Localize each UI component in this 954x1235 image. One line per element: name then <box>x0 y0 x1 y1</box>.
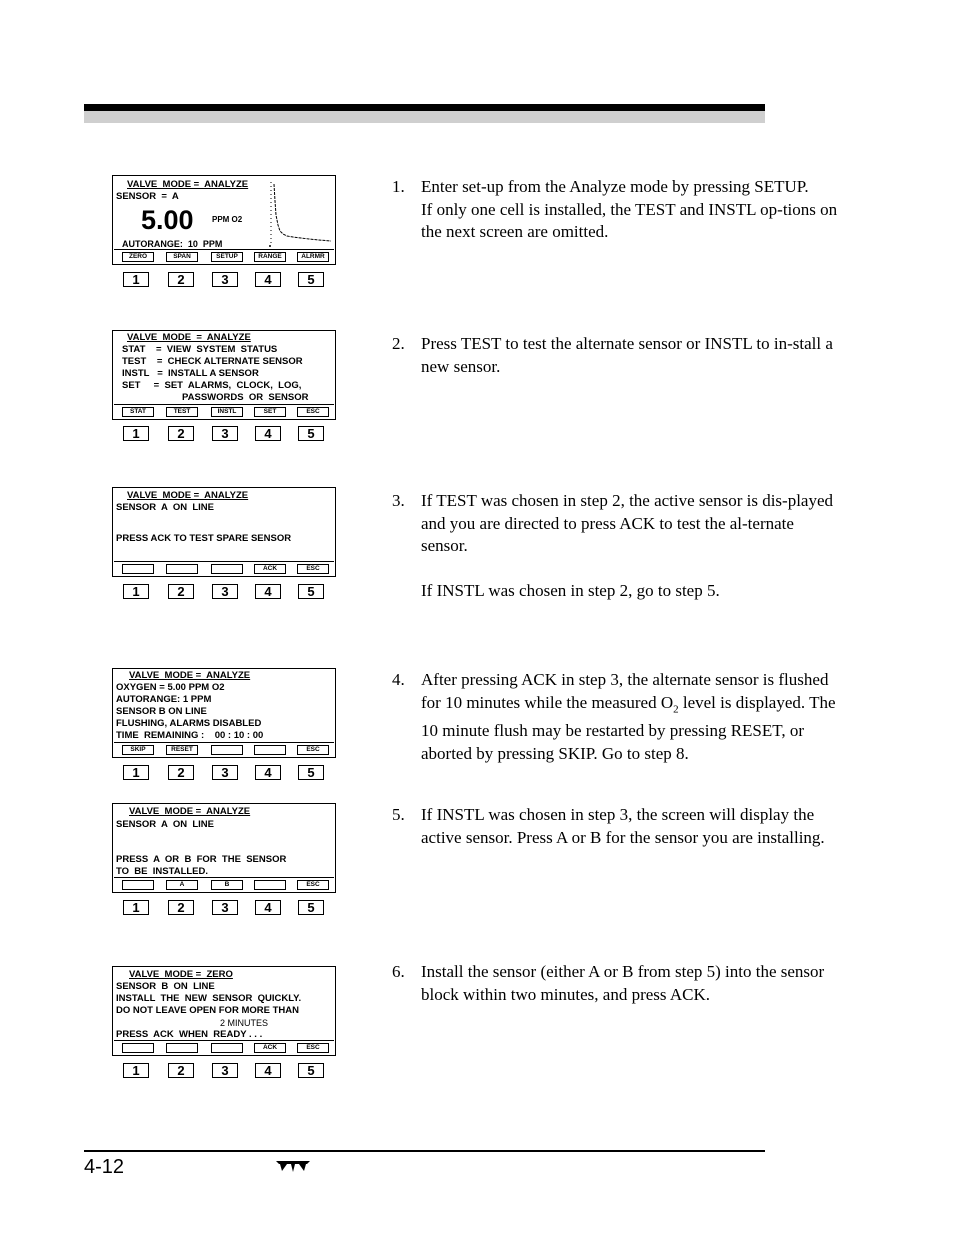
softkey-blank[interactable] <box>166 564 198 574</box>
company-logo-icon <box>276 1159 310 1173</box>
lcd-line: VALVE MODE = ZERO <box>129 969 233 980</box>
keypad <box>112 765 336 783</box>
step-1 <box>392 176 842 244</box>
keypad-key-3[interactable]: 3 <box>212 272 238 287</box>
step-6 <box>392 961 842 1006</box>
keypad-key-5[interactable]: 5 <box>298 272 324 287</box>
softkey-a[interactable]: A <box>166 880 198 890</box>
keypad-key-1[interactable]: 1 <box>123 584 149 599</box>
autorange-text: AUTORANGE: 10 PPM <box>122 239 223 249</box>
keypad-key-1[interactable]: 1 <box>123 1063 149 1078</box>
softkey-range[interactable]: RANGE <box>254 252 286 262</box>
page-number: 4-12 <box>84 1156 125 1178</box>
keypad-key-1[interactable]: 1 <box>123 900 149 915</box>
softkey-blank[interactable] <box>254 745 286 755</box>
softkey-blank[interactable] <box>166 1043 198 1053</box>
lcd-screen-zero-install <box>112 966 336 1056</box>
lcd-line: PASSWORDS OR SENSOR <box>182 392 309 403</box>
step-number: 5. <box>392 805 405 824</box>
keypad-key-4[interactable]: 4 <box>255 426 281 441</box>
softkey-ack[interactable]: ACK <box>254 1043 286 1053</box>
lcd-line: AUTORANGE: 1 PPM <box>116 694 212 705</box>
keypad-key-4[interactable]: 4 <box>255 272 281 287</box>
lcd-line: VALVE MODE = ANALYZE <box>127 332 251 343</box>
keypad-key-3[interactable]: 3 <box>212 426 238 441</box>
step-2 <box>392 333 842 378</box>
softkey-blank[interactable] <box>122 564 154 574</box>
lcd-line: PRESS A OR B FOR THE SENSOR <box>116 854 287 865</box>
step-text: Press TEST to test the alternate sensor or INSTL to in-stall a new sensor. <box>421 334 833 376</box>
softkey-blank[interactable] <box>122 1043 154 1053</box>
lcd-line: SENSOR B ON LINE <box>116 981 215 992</box>
reading-value: 5.00 <box>141 205 194 235</box>
softkey-span[interactable]: SPAN <box>166 252 198 262</box>
softkey-esc[interactable]: ESC <box>297 1043 329 1053</box>
keypad-key-4[interactable]: 4 <box>255 765 281 780</box>
lcd-line: FLUSHING, ALARMS DISABLED <box>116 718 262 729</box>
keypad-key-4[interactable]: 4 <box>255 1063 281 1078</box>
softkey-setup[interactable]: SETUP <box>211 252 243 262</box>
keypad-key-2[interactable]: 2 <box>168 584 194 599</box>
lcd-line: SENSOR A ON LINE <box>116 502 215 513</box>
lcd-line: PRESS ACK TO TEST SPARE SENSOR <box>116 533 292 544</box>
step-4 <box>392 669 842 765</box>
softkey-set[interactable]: SET <box>254 407 286 417</box>
step-text: If INSTL was chosen in step 2, go to step 5. <box>421 581 720 600</box>
softkey-row <box>114 561 334 575</box>
softkey-row <box>114 1040 334 1054</box>
step-5 <box>392 804 842 849</box>
keypad-key-3[interactable]: 3 <box>212 1063 238 1078</box>
footer-rule <box>84 1150 765 1152</box>
softkey-esc[interactable]: ESC <box>297 745 329 755</box>
lcd-line: INSTALL THE NEW SENSOR QUICKLY. <box>116 993 302 1004</box>
lcd-screen-install-select <box>112 803 336 893</box>
lcd-line: TIME REMAINING : 00 : 10 : 00 <box>116 730 264 741</box>
step-number: 3. <box>392 491 405 510</box>
softkey-alrmr[interactable]: ALRMR <box>297 252 329 262</box>
keypad-key-4[interactable]: 4 <box>255 584 281 599</box>
lcd-line: VALVE MODE = ANALYZE <box>127 179 249 190</box>
softkey-row <box>114 742 334 756</box>
step-text: If only one cell is installed, the TEST and INSTL op-tions on the next screen are omitted. <box>421 199 838 241</box>
step-text: Install the sensor (either A or B from step 5) into the sensor block within two minutes, and press ACK. <box>421 962 825 1004</box>
keypad-key-1[interactable]: 1 <box>123 426 149 441</box>
step-text: Enter set-up from the Analyze mode by pressing SETUP. <box>421 177 809 196</box>
lcd-line: STAT = VIEW SYSTEM STATUS <box>122 344 278 355</box>
keypad <box>112 584 336 602</box>
softkey-instl[interactable]: INSTL <box>211 407 243 417</box>
keypad-key-3[interactable]: 3 <box>212 900 238 915</box>
header-shade-bar <box>84 111 765 123</box>
lcd-screen-setup-menu <box>112 330 336 420</box>
step-text: If TEST was chosen in step 2, the active sensor is dis-played and you are directed to press ACK to test the al-ternate sensor. <box>421 491 834 555</box>
lcd-line: 2 MINUTES <box>220 1018 269 1028</box>
lcd-line: PRESS ACK WHEN READY . . . <box>116 1029 263 1040</box>
softkey-blank[interactable] <box>211 564 243 574</box>
header-rule <box>84 104 765 111</box>
step-number: 2. <box>392 334 405 353</box>
keypad-key-5[interactable]: 5 <box>298 584 324 599</box>
reading-unit: PPM O2 <box>212 215 243 224</box>
lcd-line: OXYGEN = 5.00 PPM O2 <box>116 682 225 693</box>
step-number: 1. <box>392 177 405 196</box>
keypad <box>112 426 336 444</box>
softkey-row <box>114 877 334 891</box>
keypad-key-3[interactable]: 3 <box>212 584 238 599</box>
step-text <box>421 669 842 765</box>
trend-graph <box>269 179 335 249</box>
keypad-key-5[interactable]: 5 <box>298 1063 324 1078</box>
lcd-line: SENSOR B ON LINE <box>116 706 207 717</box>
lcd-screen-test-sensor <box>112 487 336 577</box>
step-number: 4. <box>392 670 405 689</box>
softkey-stat[interactable]: STAT <box>122 407 154 417</box>
softkey-blank[interactable] <box>254 880 286 890</box>
keypad <box>112 272 336 290</box>
lcd-line: SET = SET ALARMS, CLOCK, LOG, <box>122 380 302 391</box>
lcd-line: INSTL = INSTALL A SENSOR <box>122 368 259 379</box>
step-text-part: level is displayed. The 10 minute flush may be restarted by pressing RESET, or aborted by pressing SKIP. Go to step 8. <box>421 692 836 763</box>
lcd-screen-analyze <box>112 175 336 265</box>
softkey-blank[interactable] <box>122 880 154 890</box>
keypad-key-5[interactable]: 5 <box>298 765 324 780</box>
keypad-key-2[interactable]: 2 <box>168 765 194 780</box>
step-text: If INSTL was chosen in step 3, the screen will display the active sensor. Press A or B for the sensor you are installing. <box>421 805 825 847</box>
keypad-key-1[interactable]: 1 <box>123 765 149 780</box>
step-number: 6. <box>392 962 405 981</box>
step-text-part: After pressing ACK in step 3, the alternate sensor is flushed for 10 minutes while the measured O <box>421 670 829 712</box>
keypad <box>112 1063 336 1081</box>
keypad-key-2[interactable]: 2 <box>168 900 194 915</box>
softkey-test[interactable]: TEST <box>166 407 198 417</box>
keypad-key-4[interactable]: 4 <box>255 900 281 915</box>
lcd-line: VALVE MODE = ANALYZE <box>129 806 251 817</box>
keypad-key-5[interactable]: 5 <box>298 426 324 441</box>
subscript: 2 <box>673 702 679 715</box>
softkey-zero[interactable]: ZERO <box>122 252 154 262</box>
lcd-screen-flushing <box>112 668 336 758</box>
keypad-key-5[interactable]: 5 <box>298 900 324 915</box>
softkey-skip[interactable]: SKIP <box>122 745 154 755</box>
softkey-row <box>114 404 334 418</box>
lcd-line: SENSOR A ON LINE <box>116 819 215 830</box>
lcd-line: VALVE MODE = ANALYZE <box>129 670 251 681</box>
keypad-key-2[interactable]: 2 <box>168 272 194 287</box>
lcd-line: SENSOR = A <box>116 191 179 202</box>
softkey-blank[interactable] <box>211 1043 243 1053</box>
lcd-line: TEST = CHECK ALTERNATE SENSOR <box>122 356 303 367</box>
keypad-key-2[interactable]: 2 <box>168 426 194 441</box>
keypad-key-1[interactable]: 1 <box>123 272 149 287</box>
softkey-row <box>114 249 334 263</box>
keypad-key-2[interactable]: 2 <box>168 1063 194 1078</box>
lcd-line: VALVE MODE = ANALYZE <box>127 490 249 501</box>
softkey-esc[interactable]: ESC <box>297 564 329 574</box>
softkey-esc[interactable]: ESC <box>297 880 329 890</box>
step-3 <box>392 490 842 603</box>
softkey-ack[interactable]: ACK <box>254 564 286 574</box>
lcd-line: TO BE INSTALLED. <box>116 866 209 877</box>
softkey-esc[interactable]: ESC <box>297 407 329 417</box>
keypad <box>112 900 336 918</box>
softkey-reset[interactable]: RESET <box>166 745 198 755</box>
softkey-b[interactable]: B <box>211 880 243 890</box>
softkey-blank[interactable] <box>211 745 243 755</box>
keypad-key-3[interactable]: 3 <box>212 765 238 780</box>
lcd-line: DO NOT LEAVE OPEN FOR MORE THAN <box>116 1005 299 1016</box>
